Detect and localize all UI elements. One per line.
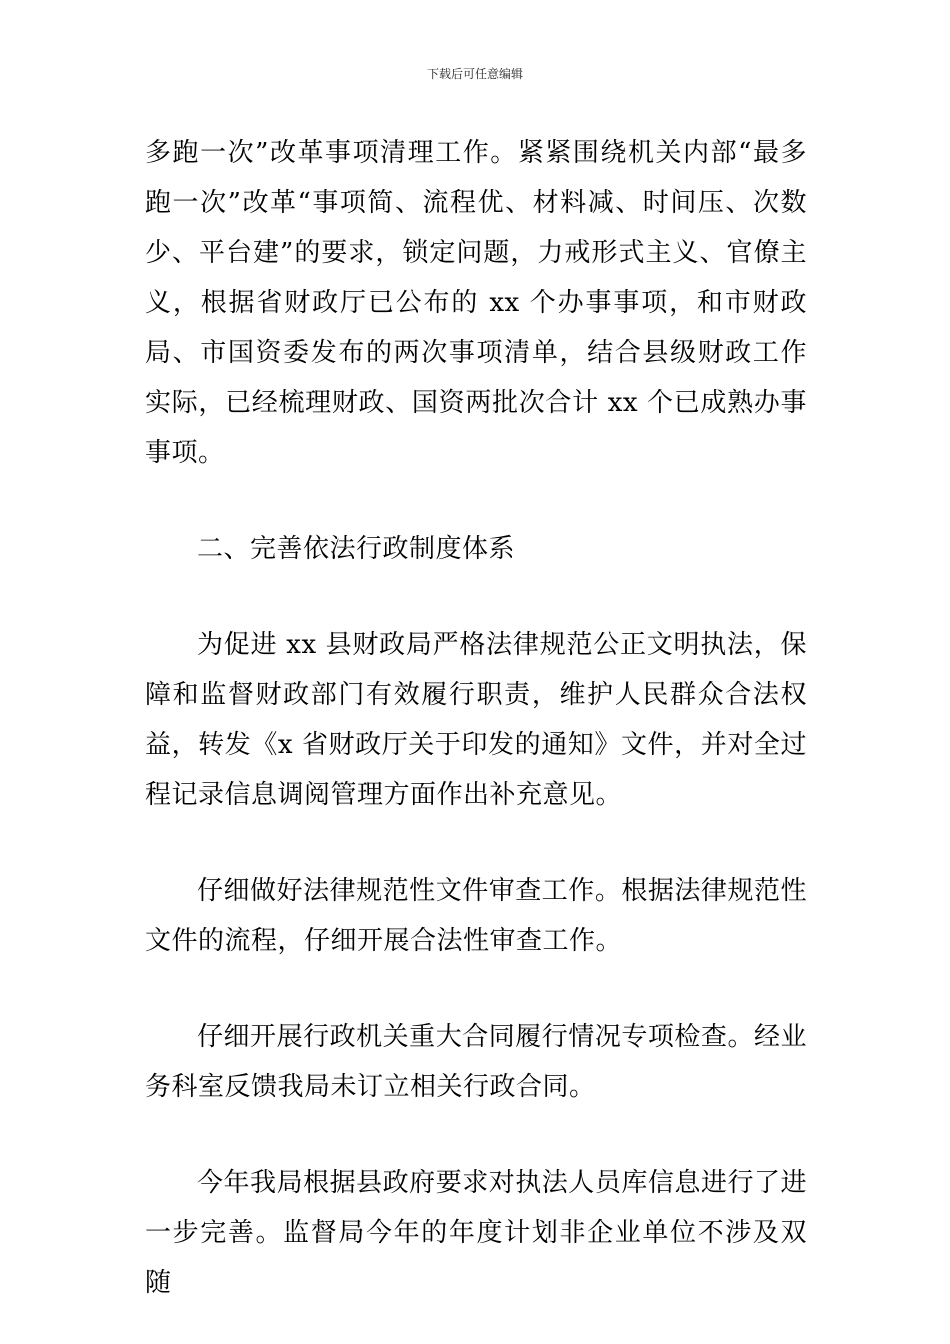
paragraph-normative-review: 仔细做好法律规范性文件审查工作。根据法律规范性文件的流程，仔细开展合法性审查工作。 bbox=[145, 876, 807, 956]
header-note: 下载后可任意编辑 bbox=[426, 67, 523, 81]
paragraph-reform-items: 多跑一次”改革事项清理工作。紧紧围绕机关内部“最多跑一次”改革“事项简、流程优、材料减、时间压、次数少、平台建”的要求，锁定问题，力戒形式主义、官僚主义，根据省财政厅已公布的 xx 个办事事项，和市财政局、市国资委发布的两次事项清单，结合县级财政工作实际，已经梳理财政、国资两批次合计 xx 个已成熟办事事项。 bbox=[145, 138, 807, 468]
paragraph-enforcement-database: 今年我局根据县政府要求对执法人员库信息进行了进一步完善。监督局今年的年度计划非企业单位不涉及双随 bbox=[145, 1168, 807, 1298]
paragraph-law-enforcement: 为促进 xx 县财政局严格法律规范公正文明执法，保障和监督财政部门有效履行职责，维护人民群众合法权益，转发《x 省财政厅关于印发的通知》文件，并对全过程记录信息调阅管理方面作出补充意见。 bbox=[145, 630, 807, 810]
section-heading: 二、完善依法行政制度体系 bbox=[197, 534, 516, 564]
paragraph-contract-inspection: 仔细开展行政机关重大合同履行情况专项检查。经业务科室反馈我局未订立相关行政合同。 bbox=[145, 1022, 807, 1102]
document-body bbox=[145, 128, 807, 1308]
